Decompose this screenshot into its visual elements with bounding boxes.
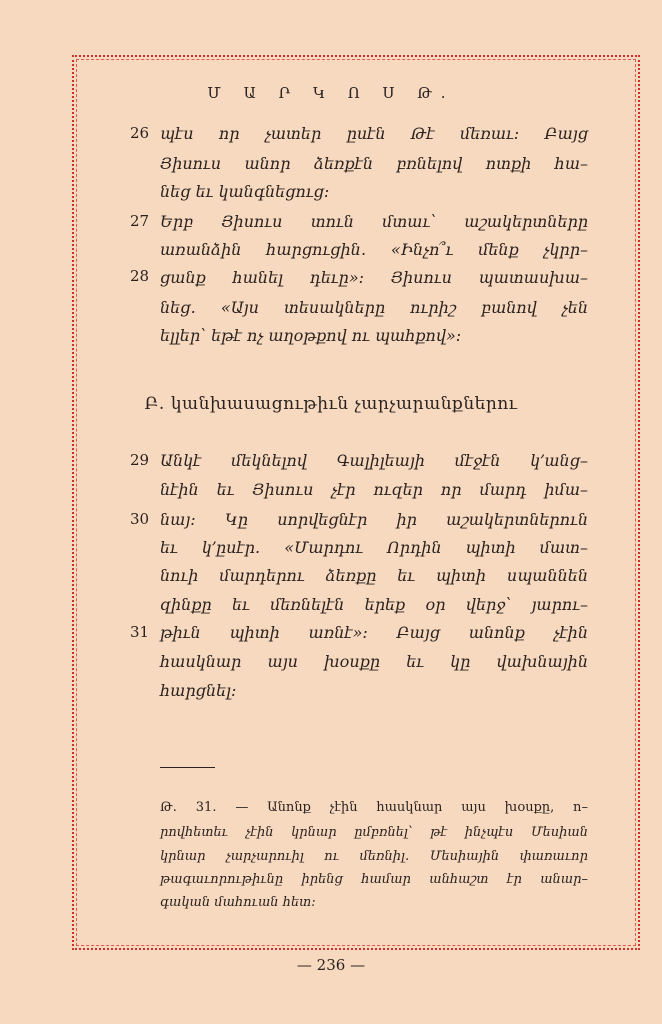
text-line: նայ։ Կը սորվեցնէր իր աշակերտներուն [160,510,588,529]
text-line: պէս որ չատեր ըսէն Թէ մեռաւ։ Բայց [160,124,588,143]
text-line: զինքը եւ մեռնելէն երեք օր վերջ՝ յարու– [160,595,588,614]
verse-number-26: 26 [130,124,150,142]
text-line: ցանք հանել դեւը»։ Յիսուս պատասխա– [160,268,588,287]
verse-number-28: 28 [130,267,150,285]
text-line: Յիսուս անոր ձեռքէն բռնելով ոտքի հա– [160,154,588,173]
footnote-line: թագաւորութիւնը իրենց համար անհաշտ էր անար– [160,872,588,887]
text-line: առանձին հարցուցին․ «Ինչո՞ւ մենք չկրր– [160,240,588,259]
footnote-line: կրնար չարչարուիլ ու մեռնիլ․ Մեսիային փառաւոր [160,849,588,864]
footnote-line: գական մահուան հետ։ [160,895,316,910]
text-line: նեց եւ կանգնեցուց։ [160,182,330,201]
verse-number-29: 29 [130,451,150,469]
section-title: Բ․ կանխասացութիւն չարչարանքներու [144,394,518,414]
text-line: ելլեր՝ եթէ ոչ աղօթքով ու պահքով»։ [160,326,462,345]
text-line: հասկնար այս խօսքը եւ կը վախնային [160,652,588,671]
running-header: Մ Ա Ր Կ Ո Ս Թ. [207,84,455,102]
footnote-rule [160,767,215,768]
text-line: Անկէ մեկնելով Գալիլեայի մէջէն կ՚անց– [160,451,588,470]
footnote-line: րովհետեւ չէին կրնար ըմբռնել՝ թէ ինչպէս Մեսիան [160,825,588,840]
text-line: նուի մարդերու ձեռքը եւ պիտի սպաննեն [160,566,588,585]
text-line: նեց․ «Այս տեսակները ուրիշ բանով չեն [160,298,588,317]
footnote-line: Թ․ 31․ — Անոնք չէին հասկնար այս խօսքը, ո– [160,800,588,815]
verse-number-27: 27 [130,212,150,230]
text-line: թիւն պիտի առնէ»։ Բայց անոնք չէին [160,623,588,642]
text-line: հարցնել։ [160,681,237,700]
page-number: — 236 — [296,956,366,974]
text-line: եւ կ՚ըսէր․ «Մարդու Որդին պիտի մատ– [160,538,588,557]
verse-number-30: 30 [130,510,150,528]
text-line: նէին եւ Յիսուս չէր ուզեր որ մարդ իմա– [160,480,588,499]
text-line: Երբ Յիսուս տուն մտաւ՝ աշակերտները [160,212,588,231]
verse-number-31: 31 [130,623,150,641]
